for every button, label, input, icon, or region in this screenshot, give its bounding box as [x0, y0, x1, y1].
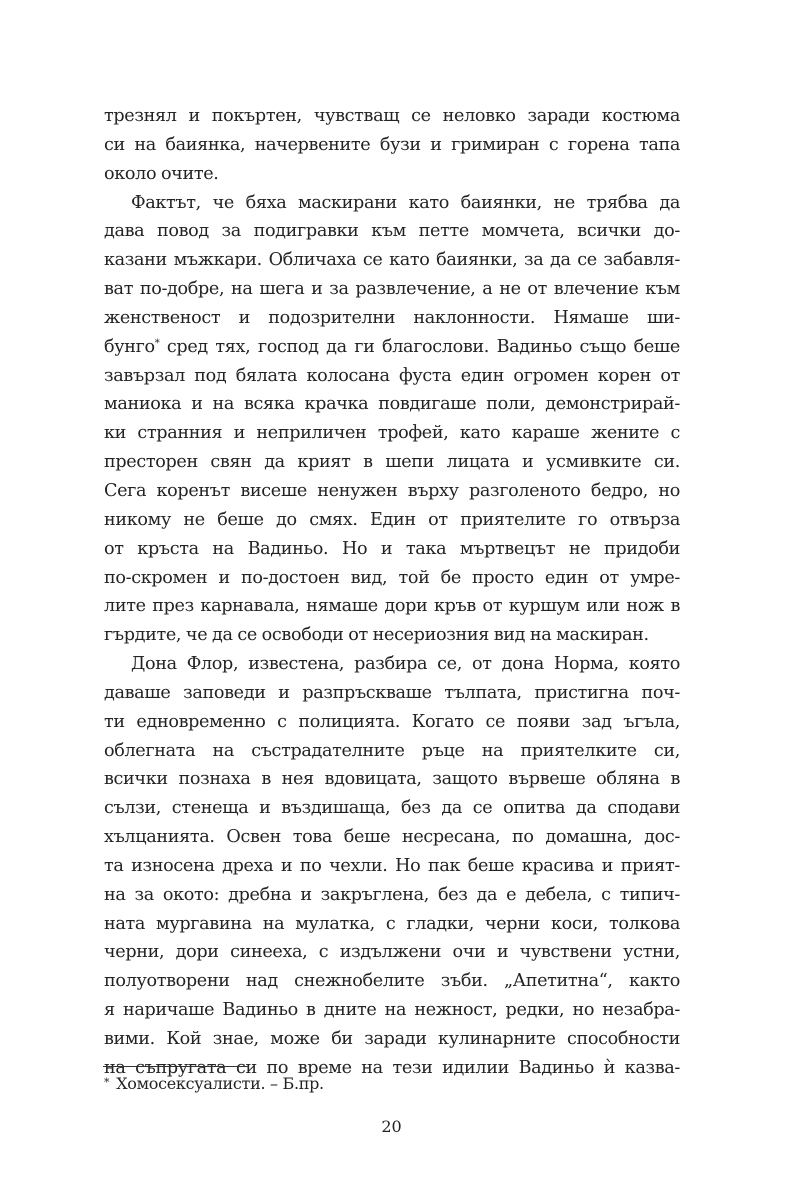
text-line: на за окото: дребна и закръглена, без да е дебела, с типич-	[104, 884, 680, 905]
footnote-separator	[103, 1066, 249, 1067]
paragraph-first-line: Дона Флор, известена, разбира се, от дона Норма, която	[131, 654, 680, 675]
body-text	[104, 102, 680, 1083]
text-line: завързал под бялата колосана фуста един огромен корен от	[104, 365, 680, 386]
footnote-reference-mark[interactable]: *	[154, 337, 160, 349]
paragraph-first-line: Фактът, че бяха маскирани като баиянки, не трябва да	[131, 192, 680, 213]
text-line: ти едновременно с полицията. Когато се появи зад ъгъла,	[104, 711, 680, 732]
text-line: хълцанията. Освен това беше несресана, по домашна, дос-	[104, 827, 680, 848]
text-line: дава повод за подигравки към петте момчета, всички до-	[104, 221, 680, 242]
text-line: даваше заповеди и разпръскваше тълпата, пристигна поч-	[104, 682, 680, 703]
text-line: ки странния и неприличен трофей, като караше жените с	[104, 423, 680, 444]
text-line: на съпругата си по време на тези идилии Вадиньо ѝ казва-	[104, 1057, 680, 1078]
page-number: 20	[381, 1117, 402, 1136]
footnote-anchor-word: бунго	[104, 336, 155, 357]
text-line: та износена дреха и по чехли. Но пак беше красива и прият-	[104, 855, 680, 876]
text-line: сълзи, стенеща и въздишаща, без да се опитва да сподави	[104, 798, 680, 819]
text-line: престорен свян да крият в шепи лицата и усмивките си.	[104, 452, 680, 473]
text-line: женственост и подозрителни наклонности. Нямаше ши-	[104, 307, 680, 328]
footnote-text: Хомосексуалисти. – Б.пр.	[116, 1074, 324, 1093]
text-fragment: сред тях, господ да ги благослови. Вадиньо също беше	[159, 336, 680, 357]
text-line: си на баиянка, начервените бузи и гримиран с горена тапа	[104, 134, 680, 155]
footnote	[104, 1072, 324, 1095]
text-line: гърдите, че да се освободи от несериозния вид на маскиран.	[104, 625, 649, 646]
text-line: ната мургавина на мулатка, с гладки, черни коси, толкова	[104, 913, 680, 934]
text-line: трезнял и покъртен, чувстващ се неловко заради костюма	[104, 106, 680, 126]
text-line: Сега коренът висеше ненужен върху разголеното бедро, но	[104, 480, 680, 501]
text-line: маниока и на всяка крачка повдигаше поли, демонстрирай-	[104, 394, 680, 415]
text-line: всички познаха в нея вдовицата, защото вървеше обляна в	[104, 769, 680, 790]
text-line: я наричаше Вадиньо в дните на нежност, редки, но незабра-	[104, 1000, 680, 1021]
footnote-marker: *	[104, 1076, 110, 1089]
text-line: черни, дори синееха, с издължени очи и чувствени устни,	[104, 942, 680, 963]
text-line: полуотворени над снежнобелите зъби. „Апетитна“, както	[104, 971, 680, 992]
text-line: по-скромен и по-достоен вид, той бе просто един от умре-	[104, 567, 680, 588]
text-line-with-footnote	[104, 333, 680, 362]
text-line: никому не беше до смях. Един от приятелите го отвърза	[104, 509, 680, 530]
text-line: облегната на състрадателните ръце на приятелките си,	[104, 740, 680, 761]
text-line: от кръста на Вадиньо. Но и така мъртвецът не придоби	[104, 538, 680, 559]
text-line: лите през карнавала, нямаше дори кръв от куршум или нож в	[104, 596, 680, 617]
text-line: казани мъжкари. Обличаха се като баиянки, за да се забавля-	[104, 250, 680, 271]
text-line: вими. Кой знае, може би заради кулинарните способности	[104, 1029, 680, 1049]
text-line: ват по-добре, на шега и за развлечение, а не от влечение към	[104, 279, 680, 300]
text-line: около очите.	[104, 163, 219, 184]
